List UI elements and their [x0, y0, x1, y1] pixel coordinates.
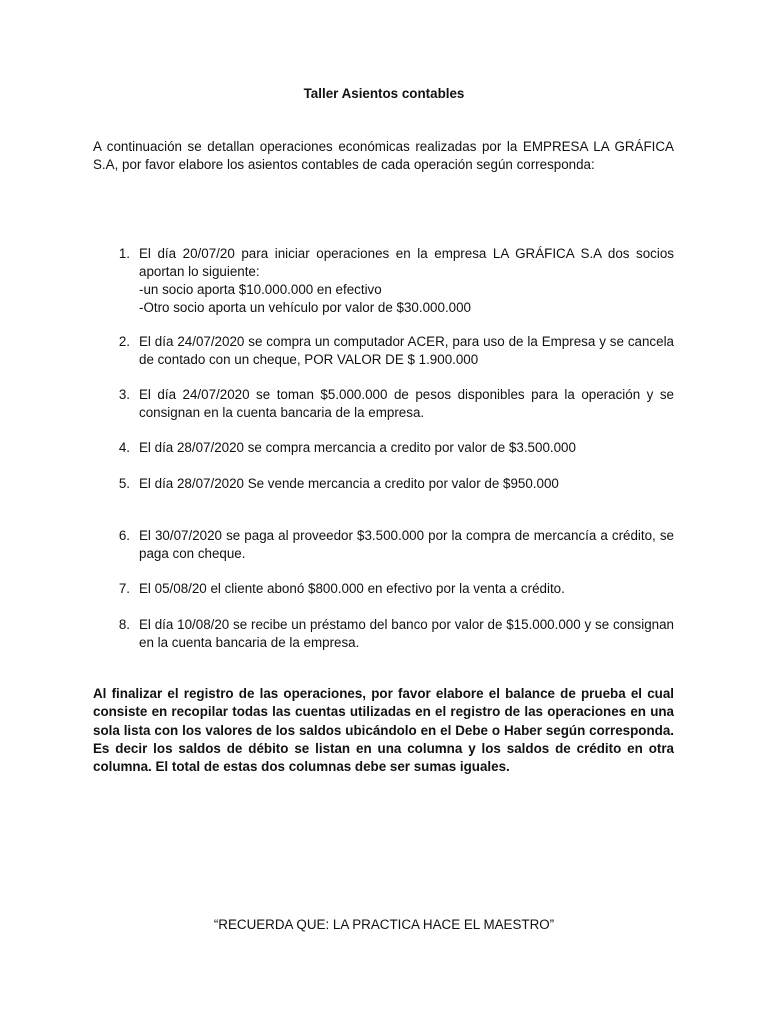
list-item-text: El día 24/07/2020 se compra un computador ACER, para uso de la Empresa y se cancela de contado con un cheque, POR VALOR DE $ 1.900.000 — [139, 334, 674, 367]
list-item-text: El 30/07/2020 se paga al proveedor $3.500.000 por la compra de mercancía a crédito, se paga con cheque. — [139, 528, 674, 561]
list-item-number: 3. — [118, 387, 130, 402]
list-item-number: 1. — [118, 246, 130, 261]
list-item-subline: -Otro socio aporta un vehículo por valor de $30.000.000 — [139, 300, 472, 315]
list-item-body: El día 20/07/20 para iniciar operaciones en la empresa LA GRÁFICA S.A dos socios aportan lo siguiente: — [139, 246, 674, 279]
list-item-text: El 05/08/20 el cliente abonó $800.000 en efectivo por la venta a crédito. — [139, 581, 565, 596]
list-item-text: El día 28/07/2020 Se vende mercancia a credito por valor de $950.000 — [139, 476, 559, 491]
list-item-number: 6. — [118, 528, 130, 543]
list-item-number: 8. — [118, 617, 130, 632]
list-item-text: El día 28/07/2020 se compra mercancia a credito por valor de $3.500.000 — [139, 440, 576, 455]
list-item-number: 4. — [118, 440, 130, 455]
list-item-number: 7. — [118, 581, 130, 596]
motto-quote: “RECUERDA QUE: LA PRACTICA HACE EL MAESTRO” — [213, 917, 555, 932]
closing-paragraph: Al finalizar el registro de las operaciones, por favor elabore el balance de prueba el cual consiste en recopilar todas las cuentas utilizadas en el registro de las operaciones en una sola lista con los valores de los saldos ubicándolo en el Debe o Haber según corresponda. Es decir los saldos de débito se listan en una columna y los saldos de crédito en otra columna. El total de estas dos columnas debe ser sumas iguales. — [93, 686, 674, 775]
list-item-text: El día 24/07/2020 se toman $5.000.000 de pesos disponibles para la operación y se consignan en la cuenta bancaria de la empresa. — [139, 387, 674, 420]
document-title: Taller Asientos contables — [303, 86, 465, 101]
intro-paragraph: A continuación se detallan operaciones económicas realizadas por la EMPRESA LA GRÁFICA S.A, por favor elabore los asientos contables de cada operación según corresponda: — [93, 139, 674, 172]
list-item-subline: -un socio aporta $10.000.000 en efectivo — [139, 282, 382, 297]
list-item-text: El día 10/08/20 se recibe un préstamo del banco por valor de $15.000.000 y se consignan en la cuenta bancaria de la empresa. — [139, 617, 674, 650]
list-item-number: 5. — [118, 476, 130, 491]
list-item-number: 2. — [118, 334, 130, 349]
list-item-text — [139, 245, 674, 317]
